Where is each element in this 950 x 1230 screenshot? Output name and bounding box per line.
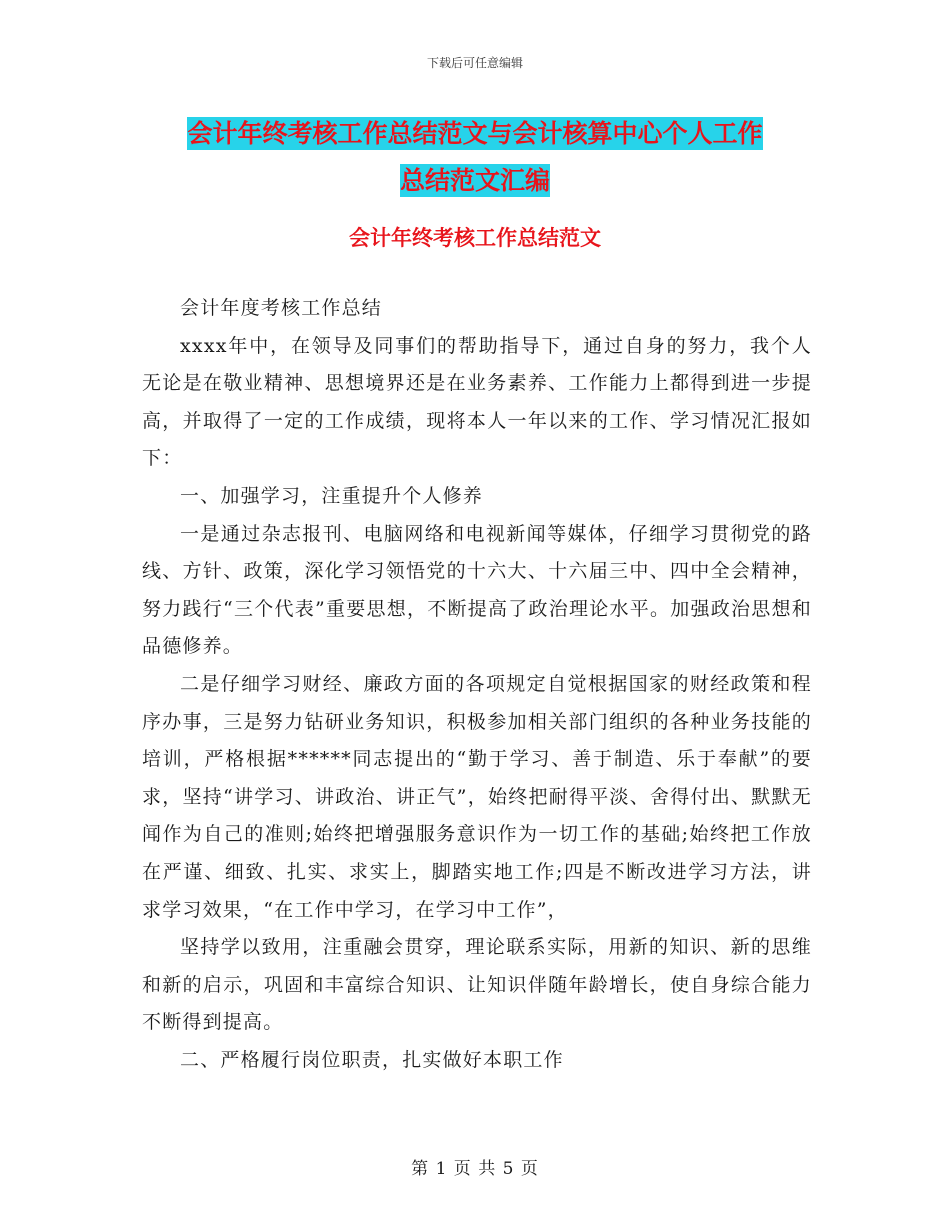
paragraph: 一是通过杂志报刊、电脑网络和电视新闻等媒体，仔细学习贯彻党的路线、方针、政策，深化学习领悟党的十六大、十六届三中、四中全会精神，努力践行“三个代表”重要思想，不断提高了政治理论水平。加强政治思想和品德修养。 xyxy=(142,522,812,658)
header-note: 下载后可任意编辑 xyxy=(426,56,523,70)
paragraph: xxxx年中，在领导及同事们的帮助指导下，通过自身的努力，我个人无论是在敬业精神、思想境界还是在业务素养、工作能力上都得到进一步提高，并取得了一定的工作成绩，现将本人一年以来的工作、学习情况汇报如下： xyxy=(142,334,812,470)
document-title xyxy=(0,110,950,204)
paragraph: 坚持学以致用，注重融会贯穿，理论联系实际，用新的知识、新的思维和新的启示，巩固和丰富综合知识、让知识伴随年龄增长，使自身综合能力不断得到提高。 xyxy=(142,936,812,1034)
paragraph: 二、严格履行岗位职责，扎实做好本职工作 xyxy=(180,1048,564,1071)
document-body xyxy=(142,290,812,1079)
paragraph: 会计年度考核工作总结 xyxy=(180,297,383,319)
paragraph: 一、加强学习，注重提升个人修养 xyxy=(180,484,484,507)
page-footer: 第 1 页 共 5 页 xyxy=(411,1159,539,1179)
paragraph: 二是仔细学习财经、廉政方面的各项规定自觉根据国家的财经政策和程序办事，三是努力钻研业务知识，积极参加相关部门组织的各种业务技能的培训，严格根据******同志提出的“勤于学习、善于制造、乐于奉献”的要求，坚持“讲学习、讲政治、讲正气”，始终把耐得平淡、舍得付出、默默无闻作为自己的准则;始终把增强服务意识作为一切工作的基础;始终把工作放在严谨、细致、扎实、求实上，脚踏实地工作;四是不断改进学习方法，讲求学习效果，“在工作中学习，在学习中工作”， xyxy=(142,672,812,921)
section-title: 会计年终考核工作总结范文 xyxy=(349,226,601,250)
title-line-2: 总结范文汇编 xyxy=(399,166,550,195)
title-line-1: 会计年终考核工作总结范文与会计核算中心个人工作 xyxy=(187,119,763,148)
